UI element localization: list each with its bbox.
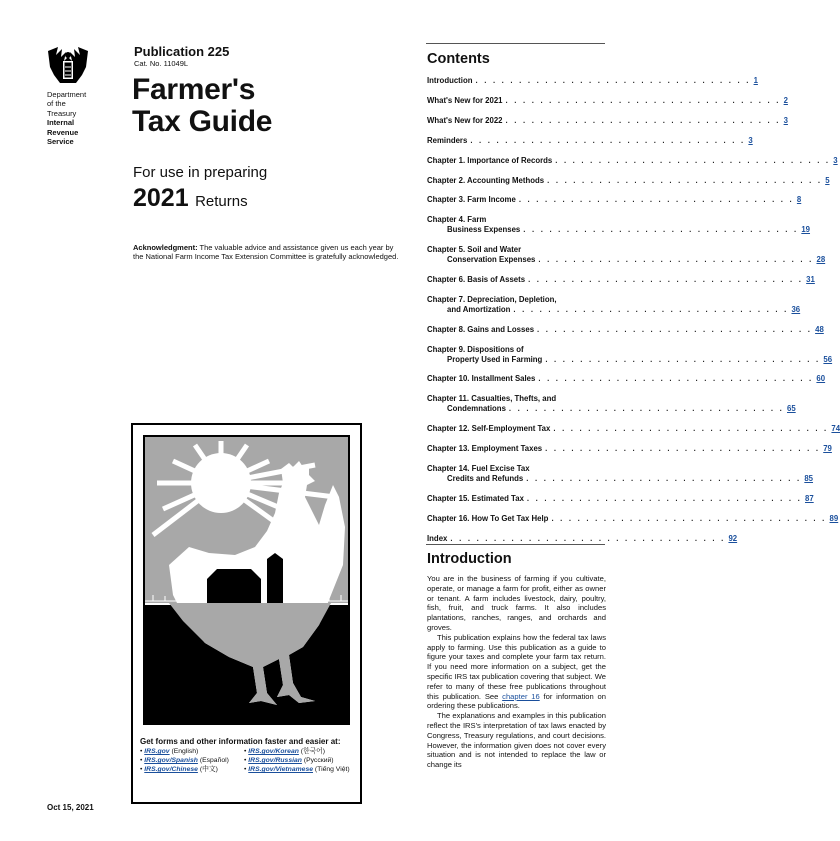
toc-item[interactable] — [427, 493, 814, 504]
toc-page-link[interactable]: 60 — [816, 374, 826, 384]
toc-item[interactable] — [427, 374, 826, 384]
contents-title: Contents — [427, 51, 490, 67]
publication-date: Oct 15, 2021 — [47, 803, 94, 812]
introduction-text — [427, 574, 606, 770]
toc-page-link[interactable]: 1 — [753, 76, 758, 85]
toc-item[interactable] — [427, 344, 833, 365]
toc-label: Chapter 3. Farm Income — [427, 195, 516, 205]
intro-paragraph-1: You are in the business of farming if you cultivate, operate, or manage a farm for profit, either as owner or tenant. A farm includes livestock, dairy, poultry, fish, fruit, and truck farms. It also includes plantations, ranches, ranges, and orchards and groves. — [427, 574, 606, 632]
tax-year: 2021 — [133, 184, 189, 212]
toc-label: Chapter 7. Depreciation, Depletion, — [427, 294, 557, 304]
toc-leader-dots: . . . . . . . . . . . . . . . . . . . . . . . . . . . . . . . . — [475, 76, 751, 85]
irs-link-english[interactable]: • IRS.gov (English) — [140, 748, 199, 755]
toc-leader-dots: . . . . . . . . . . . . . . . . . . . . . . . . . . . . . . . . — [505, 95, 781, 105]
toc-page-link[interactable]: 65 — [787, 404, 796, 414]
dept-line4: Internal — [47, 118, 75, 128]
toc-item[interactable] — [427, 195, 802, 205]
toc-label: Chapter 5. Soil and Water — [427, 245, 522, 255]
toc-item[interactable] — [427, 444, 832, 454]
toc-page-link[interactable]: 92 — [728, 533, 738, 543]
toc-label: Condemnations — [447, 404, 506, 414]
department-block — [47, 90, 86, 146]
for-use-text: For use in preparing — [133, 164, 268, 181]
toc-label: Chapter 1. Importance of Records — [427, 155, 553, 165]
introduction-title: Introduction — [427, 551, 512, 567]
toc-label: Chapter 13. Employment Taxes — [427, 444, 543, 454]
irs-link-chinese[interactable]: • IRS.gov/Chinese (中文) — [140, 766, 218, 774]
intro-top-rule — [426, 544, 605, 545]
toc-label: Chapter 4. Farm — [427, 215, 487, 225]
toc-label: Chapter 14. Fuel Excise Tax — [427, 463, 530, 473]
toc-leader-dots: . . . . . . . . . . . . . . . . . . . . . . . . . . . . . . . . — [523, 225, 799, 235]
irs-link-spanish[interactable]: • IRS.gov/Spanish (Español) — [140, 757, 229, 765]
toc-item[interactable] — [427, 76, 758, 86]
toc-page-link[interactable]: 3 — [748, 135, 753, 145]
toc-label: Chapter 9. Dispositions of — [427, 344, 524, 354]
toc-leader-dots: . . . . . . . . . . . . . . . . . . . . . . . . . . . . . . . . — [555, 155, 831, 165]
toc-page-link[interactable]: 85 — [804, 473, 814, 483]
toc-leader-dots: . . . . . . . . . . . . . . . . . . . . . . . . . . . . . . . . — [545, 354, 821, 364]
toc-leader-dots: . . . . . . . . . . . . . . . . . . . . . . . . . . . . . . . . — [537, 324, 813, 334]
ack-text: The valuable advice and assistance given us each year by the National Farm Income Tax Extension Committee is gratefully acknowledged. — [133, 243, 399, 262]
silo-icon — [267, 553, 283, 611]
toc-page-link[interactable]: 3 — [833, 155, 838, 165]
toc-item[interactable] — [427, 155, 838, 166]
intro-paragraph-2: This publication explains how the federal tax laws apply to farming. Use this publication as a guide to figure your taxes and complete your farm tax return. If you need more information on a subject, get the specific IRS tax publication covering that subject. We refer to many of these free publications throughout this publication. See chapter 16 for information on ordering these publications. — [427, 632, 606, 711]
publication-number: Publication 225 — [134, 44, 230, 59]
toc-page-link[interactable]: 56 — [823, 354, 833, 364]
toc-leader-dots: . . . . . . . . . . . . . . . . . . . . . . . . . . . . . . . . — [505, 115, 781, 125]
toc-leader-dots: . . . . . . . . . . . . . . . . . . . . . . . . . . . . . . . . — [547, 175, 823, 185]
returns-label: Returns — [195, 193, 248, 210]
rooster-barn-illustration — [143, 435, 350, 725]
toc-page-link[interactable]: 36 — [791, 304, 801, 314]
contents-top-rule — [426, 43, 605, 44]
toc-leader-dots: . . . . . . . . . . . . . . . . . . . . . . . . . . . . . . . . — [538, 374, 814, 384]
toc-label: Chapter 10. Installment Sales — [427, 374, 536, 384]
toc-leader-dots: . . . . . . . . . . . . . . . . . . . . . . . . . . . . . . . . — [545, 444, 821, 454]
cover-illustration-box — [131, 423, 362, 804]
dept-line5: Revenue — [47, 127, 79, 137]
toc-page-link[interactable]: 19 — [801, 225, 811, 235]
toc-label: Chapter 2. Accounting Methods — [427, 175, 545, 185]
toc-item[interactable] — [427, 424, 840, 434]
title-line2: Tax Guide — [132, 105, 273, 138]
toc-label: Chapter 15. Estimated Tax — [427, 493, 524, 503]
toc-label: Chapter 11. Casualties, Thefts, and — [427, 394, 557, 404]
toc-page-link[interactable]: 79 — [823, 444, 832, 454]
chapter-16-link[interactable]: chapter 16 — [502, 691, 540, 701]
toc-label: Chapter 12. Self-Employment Tax — [427, 424, 551, 434]
irs-link-vietnamese[interactable]: • IRS.gov/Vietnamese (Tiếng Việt) — [244, 766, 350, 774]
toc-item[interactable] — [427, 463, 814, 484]
toc-label: Credits and Refunds — [447, 473, 524, 483]
get-forms-title: Get forms and other information faster and easier at: — [140, 737, 341, 746]
toc-leader-dots: . . . . . . . . . . . . . . . . . . . . . . . . . . . . . . . . — [450, 533, 726, 543]
toc-page-link[interactable]: 5 — [825, 175, 830, 185]
sun-icon — [191, 453, 251, 513]
acknowledgment — [133, 243, 403, 262]
toc-label: Chapter 6. Basis of Assets — [427, 274, 526, 284]
toc-label: Conservation Expenses — [447, 255, 536, 265]
irs-eagle-logo-icon — [46, 45, 90, 85]
toc-item[interactable] — [427, 513, 839, 524]
page-title — [132, 74, 272, 138]
toc-page-link[interactable]: 2 — [783, 95, 788, 105]
toc-label: Index — [427, 533, 448, 543]
title-line1: Farmer's — [132, 73, 256, 106]
irs-link-korean[interactable]: • IRS.gov/Korean (한국어) — [244, 748, 326, 755]
toc-item[interactable] — [427, 245, 826, 265]
toc-label: Chapter 16. How To Get Tax Help — [427, 513, 549, 523]
toc-item[interactable] — [427, 394, 796, 414]
dept-line1: Department — [47, 90, 87, 99]
toc-page-link[interactable]: 87 — [805, 493, 814, 503]
toc-label: Business Expenses — [447, 225, 521, 235]
catalog-number: Cat. No. 11049L — [134, 59, 189, 68]
toc-page-link[interactable]: 48 — [815, 324, 824, 334]
toc-label: Introduction — [427, 76, 473, 85]
dept-line6: Service — [47, 137, 74, 147]
toc-leader-dots: . . . . . . . . . . . . . . . . . . . . . . . . . . . . . . . . — [518, 195, 794, 205]
toc-leader-dots: . . . . . . . . . . . . . . . . . . . . . . . . . . . . . . . . — [508, 404, 784, 414]
toc-page-link[interactable]: 74 — [831, 424, 840, 434]
toc-leader-dots: . . . . . . . . . . . . . . . . . . . . . . . . . . . . . . . . — [538, 255, 814, 265]
toc-page-link[interactable]: 8 — [796, 195, 802, 205]
toc-label: Property Used in Farming — [447, 354, 543, 364]
toc-label: What's New for 2022 — [427, 115, 503, 125]
toc-label: What's New for 2021 — [427, 95, 503, 105]
toc-leader-dots: . . . . . . . . . . . . . . . . . . . . . . . . . . . . . . . . — [551, 513, 827, 523]
toc-label: Chapter 8. Gains and Losses — [427, 324, 535, 334]
toc-leader-dots: . . . . . . . . . . . . . . . . . . . . . . . . . . . . . . . . — [470, 135, 746, 145]
toc-page-link[interactable]: 89 — [829, 513, 839, 523]
dept-line3: Treasury — [47, 108, 77, 118]
toc-item[interactable] — [427, 294, 801, 315]
irs-link-russian[interactable]: • IRS.gov/Russian (Pусский) — [244, 757, 334, 765]
dept-line2: of the — [47, 99, 66, 109]
toc-item[interactable] — [427, 95, 788, 106]
tax-year-line — [133, 184, 248, 213]
toc-page-link[interactable]: 28 — [816, 255, 826, 265]
toc-item[interactable] — [427, 175, 830, 186]
toc-leader-dots: . . . . . . . . . . . . . . . . . . . . . . . . . . . . . . . . — [526, 473, 802, 483]
toc-item[interactable] — [427, 533, 738, 544]
toc-page-link[interactable]: 3 — [783, 115, 788, 125]
toc-item[interactable] — [427, 135, 753, 146]
get-forms-box — [140, 737, 356, 775]
toc-leader-dots: . . . . . . . . . . . . . . . . . . . . . . . . . . . . . . . . — [526, 493, 802, 503]
toc-leader-dots: . . . . . . . . . . . . . . . . . . . . . . . . . . . . . . . . — [513, 304, 789, 314]
toc-label: Reminders — [427, 135, 468, 145]
toc-item[interactable] — [427, 215, 811, 235]
toc-page-link[interactable]: 31 — [806, 274, 815, 284]
toc-leader-dots: . . . . . . . . . . . . . . . . . . . . . . . . . . . . . . . . — [528, 274, 804, 284]
toc-leader-dots: . . . . . . . . . . . . . . . . . . . . . . . . . . . . . . . . — [553, 424, 829, 434]
toc-item[interactable] — [427, 324, 824, 335]
table-of-contents — [427, 76, 840, 543]
toc-item[interactable] — [427, 115, 788, 126]
intro-paragraph-3: The explanations and examples in this publication reflect the IRS's interpretation of tax laws enacted by Congress, Treasury regulations, and court decisions. However, the information given does not cover every situation and is not intended to replace the law or change its — [427, 711, 606, 770]
toc-label: and Amortization — [447, 304, 511, 314]
toc-item[interactable] — [427, 274, 815, 285]
ack-label: Acknowledgment: — [133, 243, 198, 252]
